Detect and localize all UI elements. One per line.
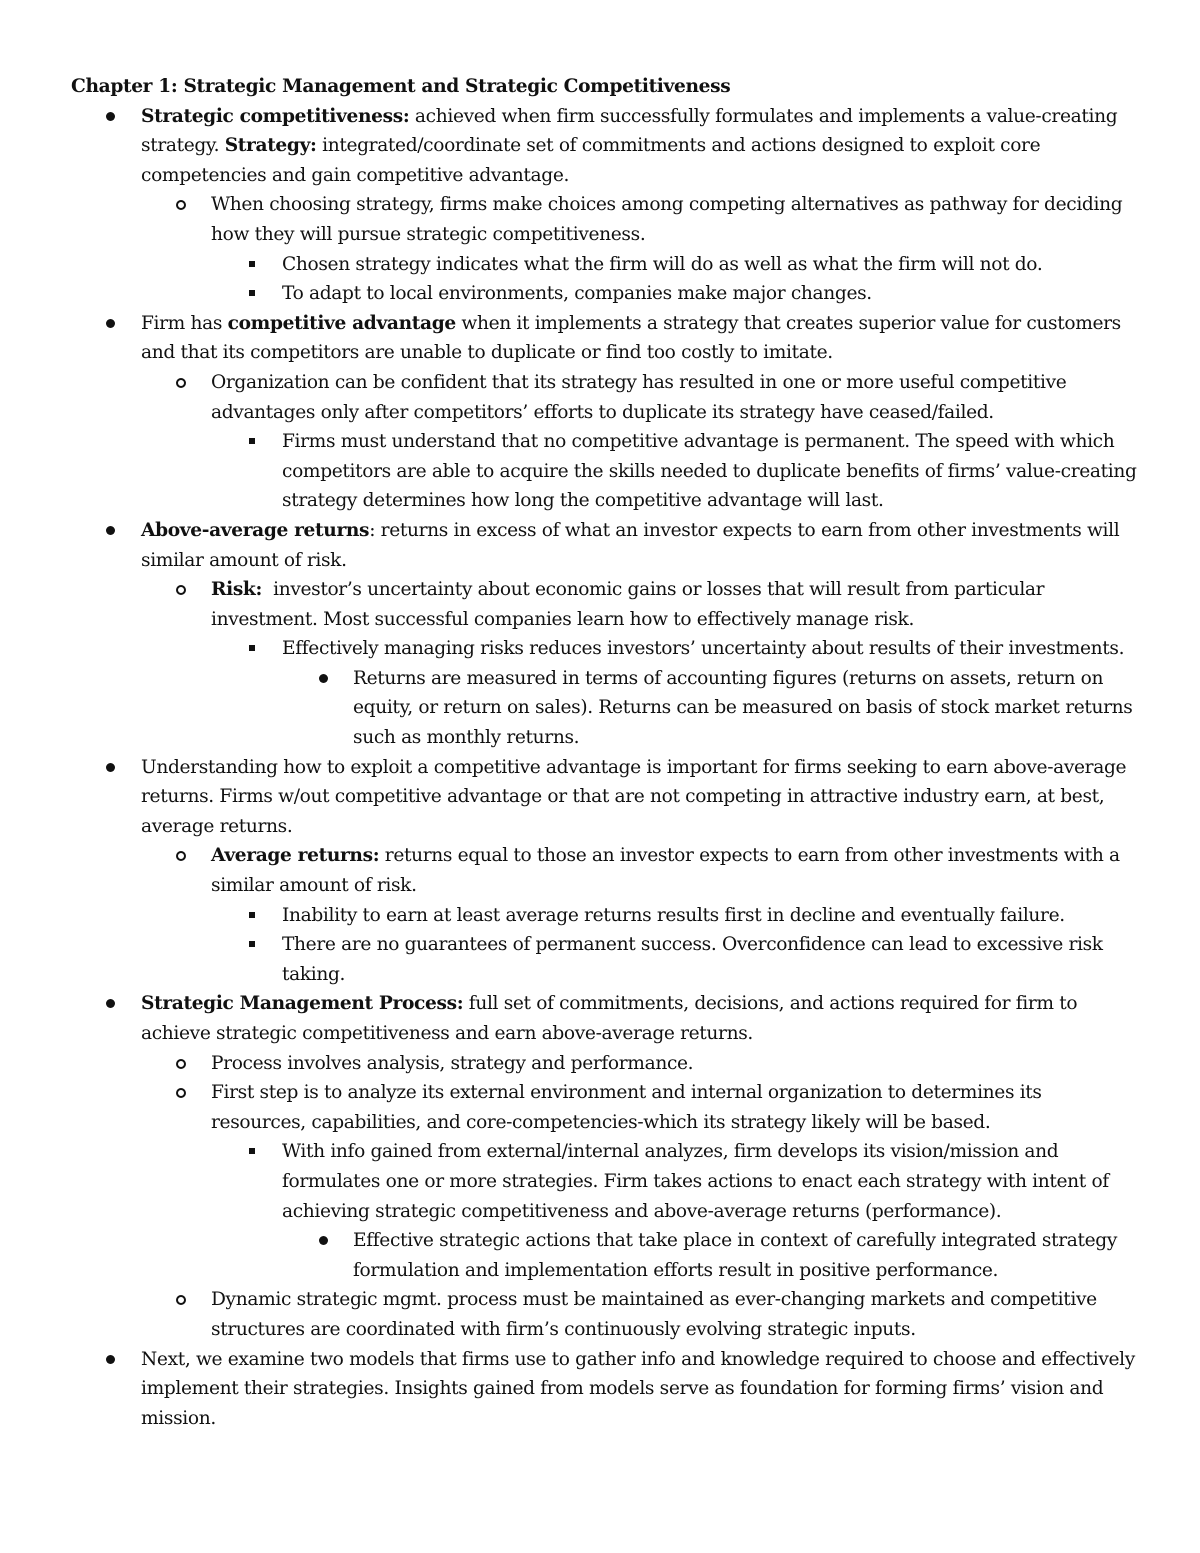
notes-body — [71, 72, 1141, 1433]
bullet-square-icon — [249, 1148, 255, 1154]
bullet-dot-icon — [319, 1236, 328, 1245]
list-item — [71, 575, 1141, 634]
bullet-square-icon — [249, 290, 255, 296]
item-text: achieved when firm successfully formulates and implements a value-creating strategy. — [141, 105, 1118, 157]
bullet-dot-icon — [106, 319, 115, 328]
item-text: full set of commitments, decisions, and actions required for firm to achieve strategic competitiveness and earn above-average returns. — [141, 993, 1078, 1044]
bullet-dot-icon — [106, 763, 115, 772]
list-item — [71, 279, 1141, 309]
item-text: Dynamic strategic mgmt. process must be maintained as ever-changing markets and competitive structures are coordinated with firm’s continuously evolving strategic inputs. — [211, 1289, 1097, 1340]
term-bold: Strategic competitiveness: — [141, 105, 410, 127]
list-item — [71, 368, 1141, 427]
item-text: returns equal to those an investor expects to earn from other investments with a similar amount of risk. — [211, 845, 1120, 897]
list-item — [71, 634, 1141, 664]
bullet-square-icon — [249, 438, 255, 444]
term-bold: Strategic Management Process: — [141, 993, 464, 1015]
list-item — [71, 1345, 1141, 1434]
list-item — [71, 309, 1141, 368]
chapter-title: Chapter 1: Strategic Management and Strategic Competitiveness — [71, 76, 731, 97]
bullet-circle-icon — [176, 851, 186, 861]
term-bold: competitive advantage — [227, 312, 456, 334]
bullet-circle-icon — [176, 1088, 186, 1098]
term-bold: Risk: — [211, 579, 262, 601]
bullet-dot-icon — [319, 674, 328, 683]
list-item — [71, 1137, 1141, 1226]
list-item — [71, 250, 1141, 280]
outline-list — [71, 102, 1141, 1434]
item-text: investor’s uncertainty about economic gains or losses that will result from particular investment. Most successful companies learn how to effectively manage risk. — [211, 579, 1050, 630]
list-item — [71, 901, 1141, 931]
item-text: Firm has — [141, 312, 228, 334]
item-text: Effectively managing risks reduces investors’ uncertainty about results of their investments. — [282, 638, 1125, 660]
list-item — [71, 516, 1141, 575]
item-text: When choosing strategy, firms make choices among competing alternatives as pathway for deciding how they will pursue strategic competitiveness. — [211, 194, 1123, 245]
item-text: Understanding how to exploit a competitive advantage is important for firms seeking to earn above-average returns. Firms w/out competitive advantage or that are not competing in attractive industry earn, at best, average returns. — [141, 756, 1127, 837]
item-text: Organization can be confident that its strategy has resulted in one or more useful competitive advantages only after competitors’ efforts to duplicate its strategy have ceased/failed. — [211, 371, 1067, 423]
bullet-circle-icon — [176, 200, 186, 210]
list-item — [71, 930, 1141, 989]
item-text: integrated/coordinate set of commitments and actions designed to exploit core competencies and gain competitive advantage. — [141, 135, 1041, 186]
bullet-dot-icon — [106, 1355, 115, 1364]
term-bold: Average returns: — [211, 845, 380, 867]
list-item — [71, 190, 1141, 249]
list-item — [71, 989, 1141, 1048]
bullet-circle-icon — [176, 585, 186, 595]
bullet-circle-icon — [176, 1295, 186, 1305]
list-item — [71, 102, 1141, 191]
item-text: Inability to earn at least average returns results first in decline and eventually failure. — [282, 904, 1065, 926]
bullet-square-icon — [249, 645, 255, 651]
list-item — [71, 1285, 1141, 1344]
item-text: To adapt to local environments, companies make major changes. — [282, 283, 872, 305]
item-text: With info gained from external/internal analyzes, firm develops its vision/mission and formulates one or more strategies. Firm takes actions to enact each strategy with intent of achieving strategic competitiveness and above-average returns (performance). — [282, 1141, 1109, 1222]
bullet-dot-icon — [106, 999, 115, 1008]
bullet-circle-icon — [176, 378, 186, 388]
item-text: First step is to analyze its external environment and internal organization to determines its resources, capabilities, and core-competencies-which its strategy likely will be based. — [211, 1082, 1042, 1133]
item-text: when it implements a strategy that creates superior value for customers and that its competitors are unable to duplicate or find too costly to imitate. — [141, 312, 1121, 364]
item-text: There are no guarantees of permanent success. Overconfidence can lead to excessive risk taking. — [282, 934, 1103, 985]
list-item — [71, 1078, 1141, 1137]
list-item — [71, 664, 1141, 753]
bullet-dot-icon — [106, 526, 115, 535]
item-text: Returns are measured in terms of accounting figures (returns on assets, return on equity, or return on sales). Returns can be measured on basis of stock market returns such as monthly returns. — [353, 667, 1133, 749]
bullet-square-icon — [249, 261, 255, 267]
item-text: Effective strategic actions that take place in context of carefully integrated strategy formulation and implementation efforts result in positive performance. — [353, 1230, 1117, 1281]
bullet-square-icon — [249, 912, 255, 918]
bullet-dot-icon — [106, 112, 115, 121]
list-item — [71, 753, 1141, 842]
item-text: Process involves analysis, strategy and performance. — [211, 1052, 694, 1074]
bullet-circle-icon — [176, 1059, 186, 1069]
list-item — [71, 1226, 1141, 1285]
item-text: Next, we examine two models that firms use to gather info and knowledge required to choose and effectively implement their strategies. Insights gained from models serve as foundation for forming firms’ vision and mission. — [141, 1348, 1135, 1429]
term-bold: Above-average returns — [141, 519, 370, 541]
term-bold: Strategy: — [224, 135, 317, 157]
item-text: Firms must understand that no competitive advantage is permanent. The speed with which competitors are able to acquire the skills needed to duplicate benefits of firms’ value-creating strategy determines how long the competitive advantage will last. — [282, 431, 1137, 512]
bullet-square-icon — [249, 941, 255, 947]
item-text: : returns in excess of what an investor expects to earn from other investments will similar amount of risk. — [141, 519, 1120, 571]
list-item — [71, 1049, 1141, 1079]
item-text: Chosen strategy indicates what the firm will do as well as what the firm will not do. — [282, 253, 1043, 275]
list-item — [71, 427, 1141, 516]
list-item — [71, 841, 1141, 900]
